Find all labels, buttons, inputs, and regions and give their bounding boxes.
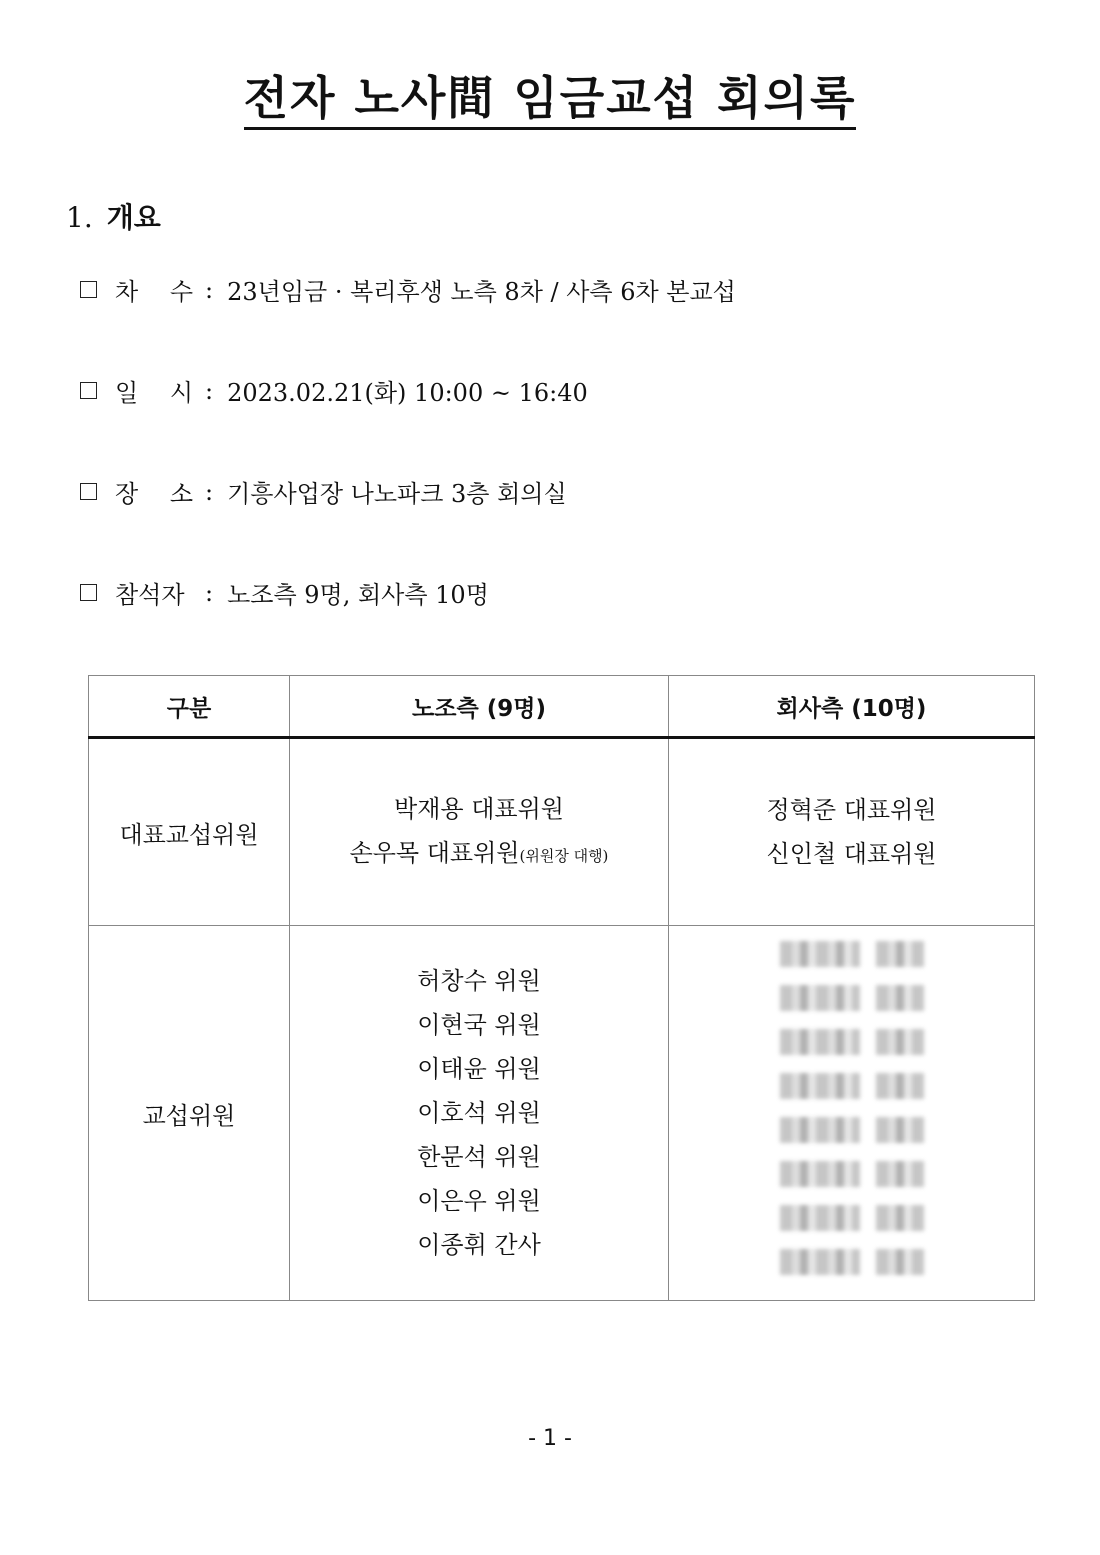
info-row-datetime: 일 시 : 2023.02.21(화) 10:00 ~ 16:40	[80, 373, 588, 408]
redacted-name	[780, 1240, 924, 1284]
document-title: 전자 노사間 임금교섭 회의록	[0, 62, 1100, 128]
redacted-names	[780, 932, 924, 1284]
info-row-session: 차 수 : 23년임금 · 복리후생 노측 8차 / 사측 6차 본교섭	[80, 272, 736, 307]
list-item: 허창수 위원	[417, 967, 541, 995]
category-cell: 교섭위원	[89, 926, 290, 1301]
union-reps-cell	[290, 738, 669, 926]
list-item: 손우목 대표위원	[349, 838, 520, 867]
info-row-location: 장 소 : 기흥사업장 나노파크 3층 회의실	[80, 474, 567, 509]
header-category: 구분	[89, 676, 290, 738]
section-number: 1.	[66, 201, 93, 234]
table-row-members	[89, 926, 1035, 1301]
redacted-name	[780, 1020, 924, 1064]
redacted-name	[780, 976, 924, 1020]
redacted-name	[780, 1152, 924, 1196]
section-heading	[66, 196, 161, 236]
union-members-cell	[290, 926, 669, 1301]
info-label: 일 시	[115, 379, 193, 407]
list-item: 이종휘 간사	[417, 1231, 541, 1259]
list-item: 이호석 위원	[417, 1099, 541, 1127]
role-note: (위원장 대행)	[519, 846, 609, 865]
info-value: 2023.02.21(화) 10:00 ~ 16:40	[227, 379, 588, 407]
info-row-attendees: 참석자 : 노조측 9명, 회사측 10명	[80, 575, 489, 610]
section-title: 개요	[106, 201, 161, 234]
checkbox-icon	[80, 483, 97, 500]
attendee-table	[88, 675, 1035, 1301]
table-row-representatives	[89, 738, 1035, 926]
company-members-cell-redacted	[669, 926, 1035, 1301]
checkbox-icon	[80, 281, 97, 298]
list-item: 한문석 위원	[417, 1143, 541, 1171]
checkbox-icon	[80, 382, 97, 399]
info-value: 기흥사업장 나노파크 3층 회의실	[227, 480, 567, 508]
list-item: 이현국 위원	[417, 1011, 541, 1039]
checkbox-icon	[80, 584, 97, 601]
info-value: 23년임금 · 복리후생 노측 8차 / 사측 6차 본교섭	[227, 278, 736, 306]
table-header-row	[89, 676, 1035, 738]
list-item: 정혁준 대표위원	[766, 796, 937, 824]
category-cell: 대표교섭위원	[89, 738, 290, 926]
info-label: 장 소	[115, 480, 193, 508]
header-company: 회사측 (10명)	[669, 676, 1035, 738]
info-value: 노조측 9명, 회사측 10명	[227, 581, 489, 609]
info-label: 차 수	[115, 278, 193, 306]
redacted-name	[780, 1064, 924, 1108]
list-item: 신인철 대표위원	[766, 840, 937, 868]
header-union: 노조측 (9명)	[290, 676, 669, 738]
page-number: - 1 -	[528, 1426, 572, 1451]
list-item: 박재용 대표위원	[394, 794, 564, 823]
redacted-name	[780, 1196, 924, 1240]
info-label: 참석자	[115, 581, 185, 609]
redacted-name	[780, 932, 924, 976]
redacted-name	[780, 1108, 924, 1152]
company-reps-cell	[669, 738, 1035, 926]
list-item: 이태윤 위원	[417, 1055, 541, 1083]
list-item: 이은우 위원	[417, 1187, 541, 1215]
